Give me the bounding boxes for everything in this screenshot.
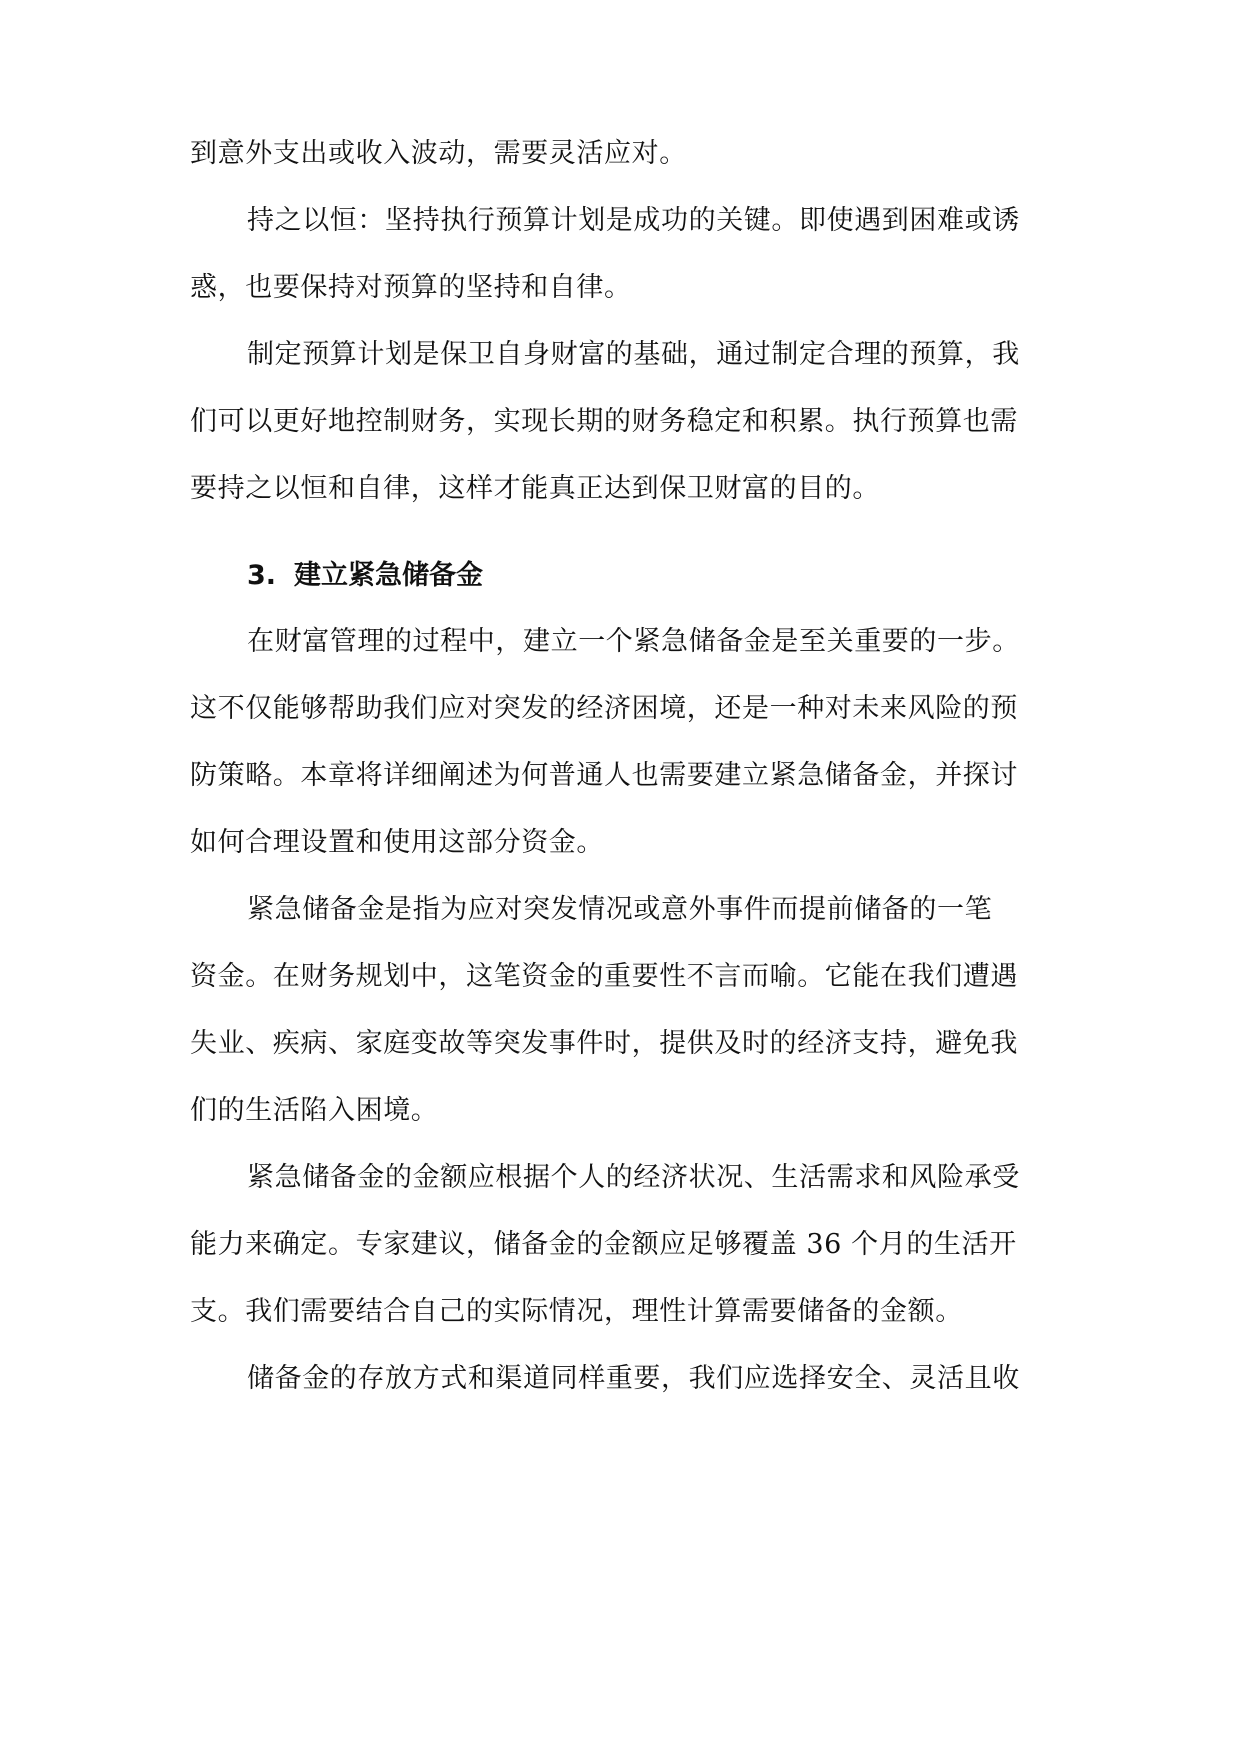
paragraph-line: 们可以更好地控制财务，实现长期的财务稳定和积累。执行预算也需 xyxy=(190,406,1018,437)
paragraph-line: 储备金的存放方式和渠道同样重要，我们应选择安全、灵活且收 xyxy=(247,1363,1020,1394)
paragraph-line: 失业、疾病、家庭变故等突发事件时，提供及时的经济支持，避免我 xyxy=(190,1028,1018,1059)
paragraph-line: 防策略。本章将详细阐述为何普通人也需要建立紧急储备金，并探讨 xyxy=(190,760,1018,791)
paragraph-line: 如何合理设置和使用这部分资金。 xyxy=(190,827,604,858)
section-heading xyxy=(247,558,483,594)
paragraph-line: 到意外支出或收入波动，需要灵活应对。 xyxy=(190,138,687,169)
paragraph-line: 们的生活陷入困境。 xyxy=(190,1095,439,1126)
paragraph-line: 在财富管理的过程中，建立一个紧急储备金是至关重要的一步。 xyxy=(247,626,1020,657)
paragraph-line: 能力来确定。专家建议，储备金的金额应足够覆盖 36 个月的生活开 xyxy=(190,1229,1017,1260)
paragraph-line: 惑，也要保持对预算的坚持和自律。 xyxy=(190,272,632,303)
paragraph-line: 要持之以恒和自律，这样才能真正达到保卫财富的目的。 xyxy=(190,473,880,504)
paragraph-line: 支。我们需要结合自己的实际情况，理性计算需要储备的金额。 xyxy=(190,1296,963,1327)
section-title: 建立紧急储备金 xyxy=(294,560,484,591)
section-number: 3. xyxy=(247,560,277,591)
paragraph-line: 制定预算计划是保卫自身财富的基础，通过制定合理的预算，我 xyxy=(247,339,1020,370)
paragraph-line: 这不仅能够帮助我们应对突发的经济困境，还是一种对未来风险的预 xyxy=(190,693,1018,724)
paragraph-line: 持之以恒：坚持执行预算计划是成功的关键。即使遇到困难或诱 xyxy=(247,205,1020,236)
paragraph-line: 紧急储备金的金额应根据个人的经济状况、生活需求和风险承受 xyxy=(247,1162,1020,1193)
paragraph-line: 紧急储备金是指为应对突发情况或意外事件而提前储备的一笔 xyxy=(247,894,993,925)
paragraph-line: 资金。在财务规划中，这笔资金的重要性不言而喻。它能在我们遭遇 xyxy=(190,961,1018,992)
